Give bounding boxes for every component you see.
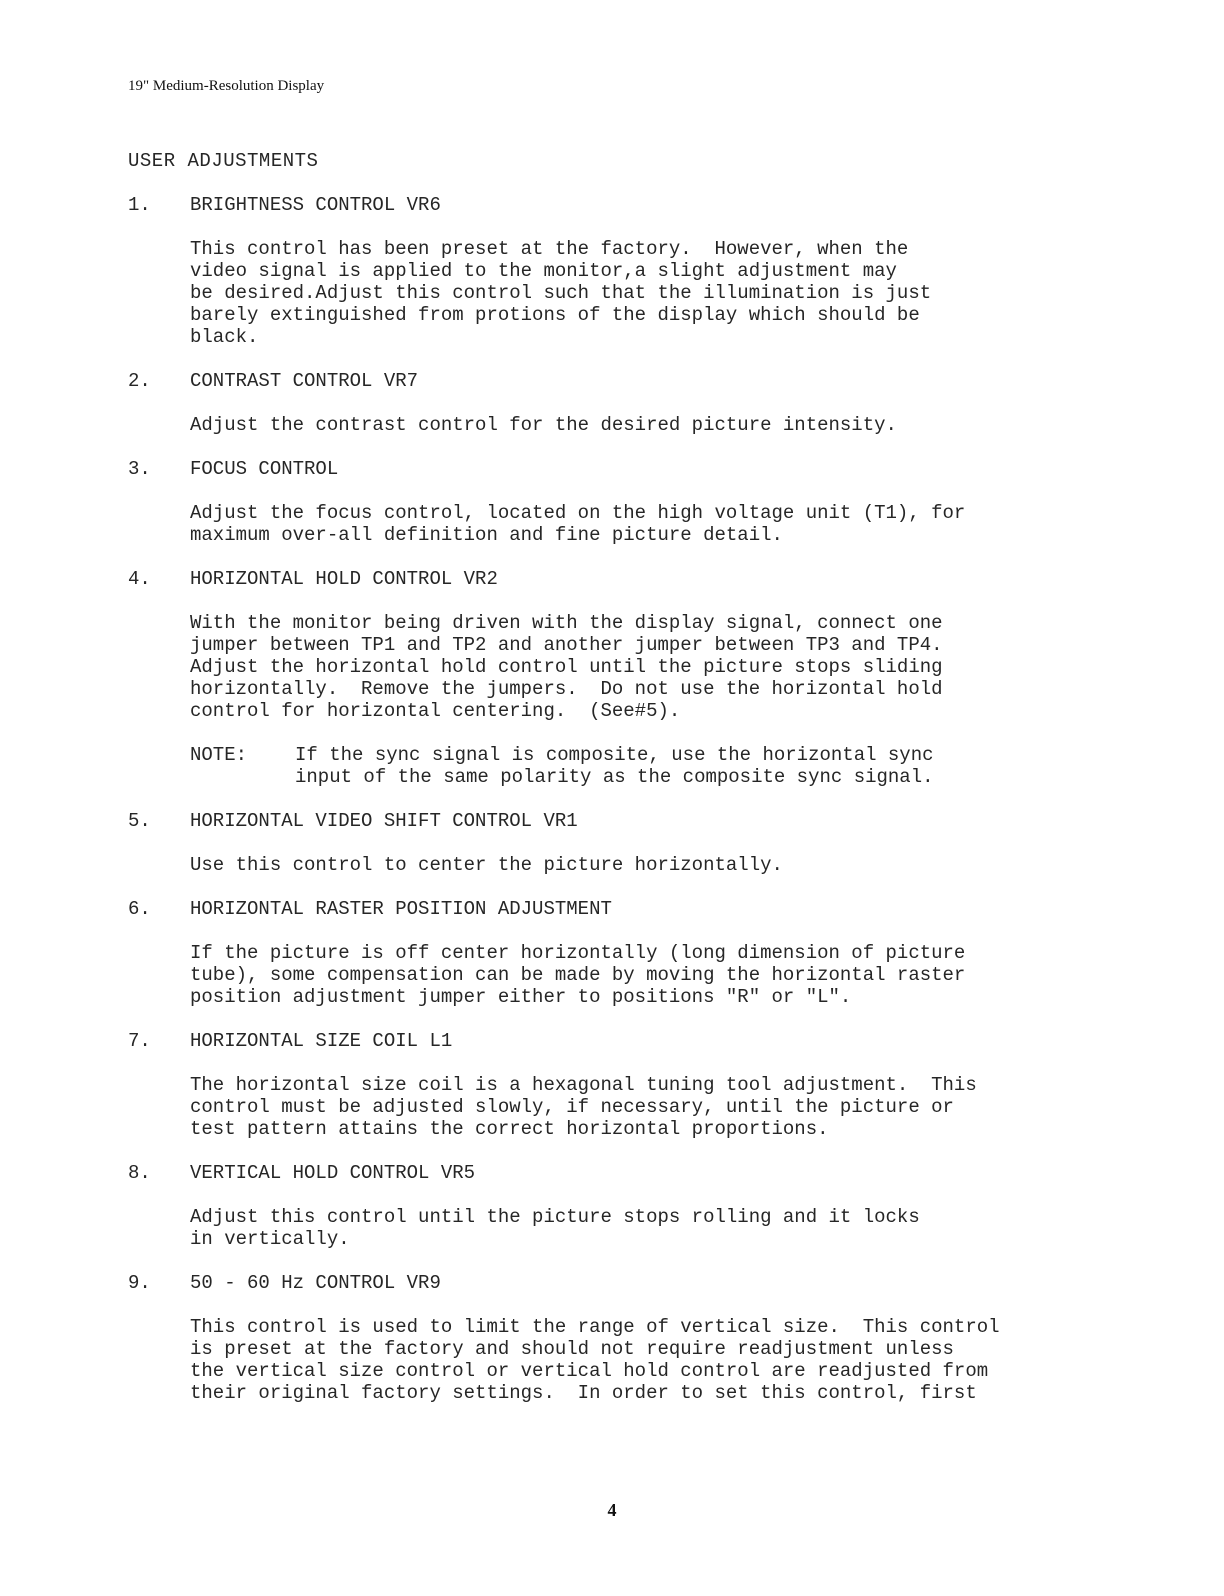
item-raster-position [128,898,1128,1008]
section-title: USER ADJUSTMENTS [128,150,319,172]
item-title: HORIZONTAL VIDEO SHIFT CONTROL VR1 [190,810,578,832]
item-title: HORIZONTAL HOLD CONTROL VR2 [190,568,498,590]
item-number: 2. [128,370,151,392]
item-number: 4. [128,568,151,590]
item-paragraph: Adjust the focus control, located on the high voltage unit (T1), for maximum over-all definition and fine picture detail. [190,502,966,546]
item-number: 5. [128,810,151,832]
running-header: 19" Medium-Resolution Display [128,78,325,94]
item-horizontal-size-coil [128,1030,1128,1140]
item-video-shift-control [128,810,1128,876]
item-title: HORIZONTAL SIZE COIL L1 [190,1030,453,1052]
item-number: 8. [128,1162,151,1184]
item-heading [128,1162,1128,1184]
item-number: 7. [128,1030,151,1052]
page-number: 4 [607,1500,617,1520]
item-vertical-hold-control [128,1162,1128,1250]
item-heading [128,1030,1128,1052]
item-title: FOCUS CONTROL [190,458,339,480]
item-paragraph: Adjust the contrast control for the desired picture intensity. [190,414,897,436]
item-number: 9. [128,1272,151,1294]
item-brightness-control [128,194,1128,348]
note [190,744,1128,788]
item-heading [128,194,1128,216]
item-number: 6. [128,898,151,920]
document-body [128,150,1128,1426]
item-heading [128,1272,1128,1294]
item-heading [128,370,1128,392]
item-paragraph: If the picture is off center horizontally (long dimension of picture tube), some compensation can be made by moving the horizontal raster position adjustment jumper either to positions "R" or "L". [190,942,966,1008]
item-title: 50 - 60 Hz CONTROL VR9 [190,1272,441,1294]
item-paragraph: Use this control to center the picture horizontally. [190,854,783,876]
item-contrast-control [128,370,1128,436]
item-paragraph: With the monitor being driven with the display signal, connect one jumper between TP1 and TP2 and another jumper between TP3 and TP4. Adjust the horizontal hold control until the picture stops sliding horizontally. Remove the jumpers. Do not use the horizontal hold control for horizontal centering. (See#5). [190,612,943,722]
item-title: BRIGHTNESS CONTROL VR6 [190,194,441,216]
item-title: CONTRAST CONTROL VR7 [190,370,419,392]
item-number: 1. [128,194,151,216]
item-paragraph: The horizontal size coil is a hexagonal tuning tool adjustment. This control must be adjusted slowly, if necessary, until the picture or test pattern attains the correct horizontal proportions. [190,1074,977,1140]
item-50-60hz-control [128,1272,1128,1404]
item-title: HORIZONTAL RASTER POSITION ADJUSTMENT [190,898,612,920]
item-paragraph: This control is used to limit the range of vertical size. This control is preset at the factory and should not require readjustment unless the vertical size control or vertical hold control are readjusted from their original factory settings. In order to set this control, first [190,1316,1000,1404]
item-heading [128,568,1128,590]
item-heading [128,458,1128,480]
item-horizontal-hold-control [128,568,1128,788]
item-paragraph: This control has been preset at the factory. However, when the video signal is applied to the monitor,a slight adjustment may be desired.Adjust this control such that the illumination is just barely extinguished from protions of the display which should be black. [190,238,932,348]
item-heading [128,898,1128,920]
item-number: 3. [128,458,151,480]
item-heading [128,810,1128,832]
item-title: VERTICAL HOLD CONTROL VR5 [190,1162,476,1184]
item-paragraph: Adjust this control until the picture stops rolling and it locks in vertically. [190,1206,920,1250]
item-focus-control [128,458,1128,546]
note-text: If the sync signal is composite, use the horizontal sync input of the same polarity as the composite sync signal. [295,744,934,788]
note-label: NOTE: [190,744,248,766]
